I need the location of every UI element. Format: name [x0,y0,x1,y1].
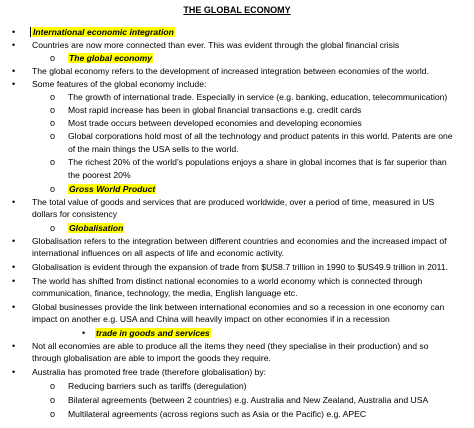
line-text: The global economy refers to the development of increased integration between economies of the world. [32,66,429,76]
bullet-icon: • [12,341,16,351]
sub-bullet-icon: o [50,395,56,405]
text-line [68,170,131,181]
text-line [32,197,434,208]
line-text: Multilateral agreements (across regions such as Asia or the Pacific) e.g. APEC [68,409,367,419]
bullet-icon: • [12,27,16,37]
bullet-icon: • [12,236,16,246]
document-title: THE GLOBAL ECONOMY [183,5,291,15]
sub-bullet-icon: o [50,53,56,63]
bullet-icon: • [12,40,16,50]
line-text: Global businesses provide the link between international economies and so a recession in one economy can [32,302,445,312]
line-text: Not all economies are able to produce all the items they need (they specialise in their production) and so [32,341,429,351]
line-text: Globalisation is evident through the expansion of trade from $US8.7 trillion in 1990 to $US49.9 trillion in 2011. [32,262,448,272]
text-line [32,262,448,273]
bullet-icon: • [12,197,16,207]
text-line [32,314,390,325]
line-text: Australia has promoted free trade (therefore globalisation) by: [32,367,267,377]
highlighted-heading-text: International economic integration [33,27,174,37]
section-heading [68,53,153,64]
sub-bullet-icon: o [50,131,56,141]
highlighted-heading-text: Gross World Product [69,184,156,194]
text-line [68,409,366,420]
line-text: dollars for consistency [32,209,118,219]
highlighted-heading-text: Globalisation [69,223,124,233]
sub-bullet-icon: o [50,409,56,419]
sub-bullet-icon: o [50,157,56,167]
bullet-icon: • [12,79,16,89]
highlighted-heading-text: The global economy [69,53,153,63]
text-line [32,248,284,259]
bullet-icon: • [82,328,86,338]
line-text: Bilateral agreements (between 2 countries) e.g. Australia and New Zealand, Australia and USA [68,395,429,405]
line-text: The growth of international trade. Especially in service (e.g. banking, education, telecommunication) [68,92,448,102]
text-line [68,144,239,155]
bullet-icon: • [12,276,16,286]
line-text: communication, finance, technology, the media, English language etc. [32,288,298,298]
line-text: Global corporations hold most of all the technology and product patents in this world. Patents are one [68,131,453,141]
text-line [32,79,206,90]
text-line [68,157,447,168]
sub-bullet-icon: o [50,118,56,128]
sub-bullet-icon: o [50,105,56,115]
bullet-icon: • [12,66,16,76]
text-line [32,236,447,247]
line-text: through globalisation are able to import the goods they require. [32,353,271,363]
sub-bullet-icon: o [50,184,56,194]
sub-bullet-icon: o [50,92,56,102]
text-line [32,353,271,364]
line-text: international influences on all aspects of life and economic activity. [32,248,285,258]
text-cursor [30,27,31,37]
text-line [32,66,429,77]
text-line [68,92,447,103]
line-text: The richest 20% of the world’s populations enjoys a share in global incomes that is far superior than [68,157,447,167]
bullet-icon: • [12,302,16,312]
section-heading [68,223,124,234]
line-text: impact on another e.g. USA and China will heavily impact on other economies if in a recession [32,314,390,324]
line-text: The world has shifted from distinct national economies to a world economy which is connected through [32,276,423,286]
text-line [68,131,453,142]
text-line [68,395,428,406]
sub-bullet-icon: o [50,381,56,391]
line-text: Globalisation refers to the integration between different countries and economies and the increased impact of [32,236,447,246]
line-text: Countries are now more connected than ever. This was evident through the global financial crisis [32,40,400,50]
line-text: Some features of the global economy include: [32,79,207,89]
text-line [68,105,361,116]
line-text: Most rapid increase has been in global financial transactions e.g. credit cards [68,105,362,115]
text-line [32,341,429,352]
bullet-icon: • [12,262,16,272]
section-heading [32,27,175,38]
sub-bullet-icon: o [50,223,56,233]
line-text: the poorest 20% [68,170,131,180]
section-heading [68,184,156,195]
text-line [32,302,444,313]
bullet-icon: • [12,367,16,377]
text-line [32,288,297,299]
line-text: Reducing barriers such as tariffs (deregulation) [68,381,247,391]
section-heading [95,328,211,339]
line-text: of the main things the USA sells to the world. [68,144,239,154]
highlighted-heading-text: trade in goods and services [96,328,210,338]
text-line [32,367,266,378]
text-line [68,118,362,129]
text-line [32,209,117,220]
line-text: Most trade occurs between developed economies and developing economies [68,118,362,128]
line-text: The total value of goods and services that are produced worldwide, over a period of time, measured in US [32,197,435,207]
text-line [32,276,422,287]
text-line [32,40,399,51]
text-line [68,381,247,392]
